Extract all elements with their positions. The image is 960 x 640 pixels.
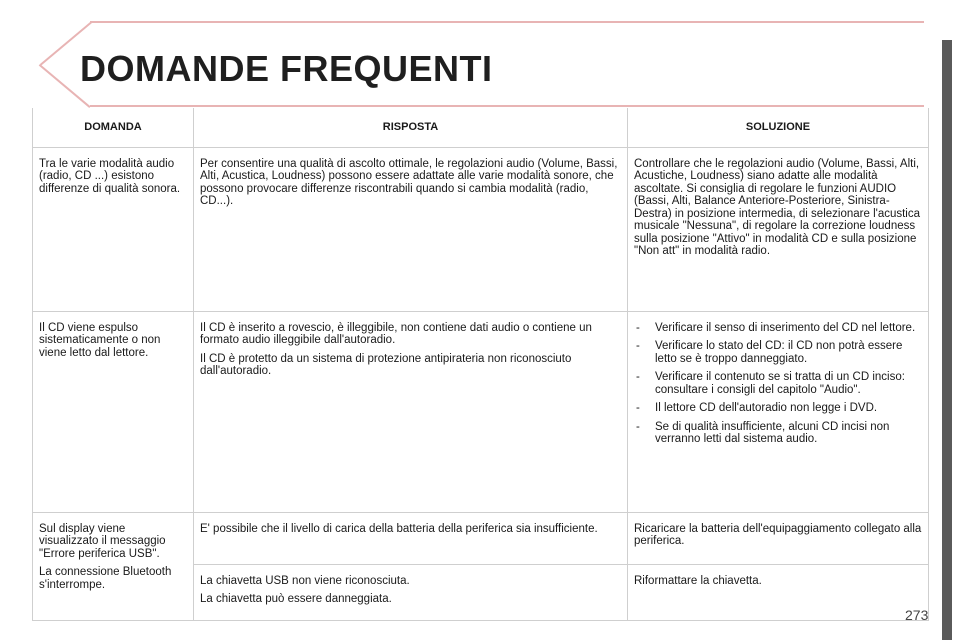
solution-list [634,322,922,446]
list-item: - Il lettore CD dell'autoradio non legge i DVD. [634,402,922,415]
answer-paragraph: La chiavetta USB non viene riconosciuta. [200,574,410,587]
faq-table [32,108,929,621]
page-title: DOMANDE FREQUENTI [80,48,493,89]
column-header-risposta: RISPOSTA [194,108,628,147]
list-item: - Verificare il contenuto se si tratta di un CD inciso: consultare i consigli del capitolo "Audio". [634,371,922,396]
question-paragraph: Sul display viene visualizzato il messaggio "Errore periferica USB". [39,522,166,560]
page-number: 273 [905,607,929,623]
solution-cell: Riformattare la chiavetta. [634,574,762,587]
answer-paragraph: La chiavetta può essere danneggiata. [200,593,392,605]
answer-cell: E' possibile che il livello di carica della batteria della periferica sia insufficiente. [194,512,628,564]
header-rule-bottom [90,105,924,107]
answer-paragraph: Il CD è protetto da un sistema di protezione antipirateria non riconosciuto dall'autoradio. [200,352,572,377]
answer-cell: Per consentire una qualità di ascolto ottimale, le regolazioni audio (Volume, Bassi, Alti, Acustica, Loudness) possono essere adattate alle varie modalità sonore, che possono provocare differenze riscontrabili quando si cambia modalità (radio, CD...). [194,147,628,311]
solution-cell: Ricaricare la batteria dell'equipaggiamento collegato alla periferica. [628,512,929,564]
question-cell: Tra le varie modalità audio (radio, CD ...) esistono differenze di qualità sonora. [33,147,194,311]
answer-cell [194,311,628,512]
list-item: - Verificare lo stato del CD: il CD non potrà essere letto se è troppo danneggiato. [634,340,922,365]
header-rule-top [90,21,924,23]
question-cell: Il CD viene espulso sistematicamente o non viene letto dal lettore. [33,311,194,512]
table-row [33,311,929,512]
list-item: - Verificare il senso di inserimento del CD nel lettore. [634,322,922,335]
table-header-row [33,108,929,147]
column-header-soluzione: SOLUZIONE [628,108,929,147]
question-paragraph: La connessione Bluetooth s'interrompe. [39,566,172,591]
answer-cell [194,564,628,620]
answer-paragraph: Il CD è inserito a rovescio, è illeggibile, non contiene dati audio o contiene un formato audio illeggibile dall'autoradio. [200,321,592,346]
table-row [33,512,929,564]
column-header-domanda: DOMANDA [33,108,194,147]
question-cell [33,512,194,620]
solution-cell: Controllare che le regolazioni audio (Volume, Bassi, Alti, Acustiche, Loudness) siano adatte alle modalità ascoltate. Si consiglia di regolare le funzioni AUDIO (Bassi, Alti, Balance Anteriore-Posteriore, Sinistra-Destra) in posizione intermedia, di selezionare l'acustica musicale "Nessuna", di regolare la correzione loudness sulla posizione "Attivo" in modalità CD e sulla posizione "Non att" in modalità radio. [628,147,929,311]
table-row [33,147,929,311]
chapter-tab [942,40,952,640]
list-item: - Se di qualità insufficiente, alcuni CD incisi non verranno letti dal sistema audio. [634,421,922,446]
solution-cell [628,311,929,512]
